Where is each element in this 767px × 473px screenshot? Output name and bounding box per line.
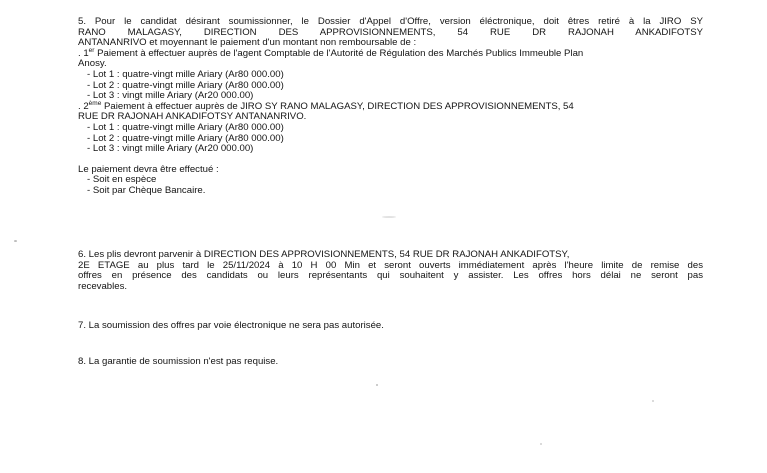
section-7 bbox=[78, 321, 703, 332]
payment-2-lot-2: - Lot 2 : quatre-vingt mille Ariary (Ar80 000.00) bbox=[87, 132, 284, 144]
payment-1-ordinal: er bbox=[88, 46, 95, 54]
payment-2-prefix: . 2 bbox=[78, 100, 89, 112]
payment-1-heading bbox=[78, 46, 703, 60]
payment-2-lot-3: - Lot 3 : vingt mille Ariary (Ar20 000.00) bbox=[87, 143, 254, 155]
section-6-line-2: 2E ETAGE au plus tard le 25/11/2024 à 10 H 00 Min et seront ouverts immédiatement après l'heure limite de remise des bbox=[78, 259, 703, 271]
section-7-text: 7. La soumission des offres par voie électronique ne sera pas autorisée. bbox=[78, 320, 384, 331]
payment-mode-cash: - Soit en espèce bbox=[87, 174, 157, 186]
payment-1-text: Paiement à effectuer auprès de l'agent Comptable de l'Autorité de Régulation des Marchés Publics Immeuble Plan bbox=[94, 47, 584, 59]
payment-2-lot-1: - Lot 1 : quatre-vingt mille Ariary (Ar80 000.00) bbox=[87, 121, 284, 133]
section-8 bbox=[78, 357, 703, 368]
section-6 bbox=[78, 250, 703, 292]
scan-speck bbox=[376, 384, 378, 386]
payment-1-lot-3: - Lot 3 : vingt mille Ariary (Ar20 000.00) bbox=[87, 90, 254, 102]
payment-2-continuation: RUE DR RAJONAH ANKADIFOTSY ANTANANRIVO. bbox=[78, 111, 307, 123]
payment-1-lot-1: - Lot 1 : quatre-vingt mille Ariary (Ar80 000.00) bbox=[87, 68, 284, 80]
section-8-text: 8. La garantie de soumission n'est pas requise. bbox=[78, 356, 279, 367]
section-5-line-3: ANTANANRIVO et moyennant le paiement d'un montant non remboursable de : bbox=[78, 37, 417, 49]
section-5 bbox=[78, 17, 703, 197]
section-6-line-3: offres en présence des candidats ou leurs représentants qui souhaitent y assister. Les offres hors délai ne seront pas bbox=[78, 270, 703, 282]
payment-2-ordinal: ème bbox=[88, 99, 102, 107]
section-6-line-1: 6. Les plis devront parvenir à DIRECTION DES APPROVISIONNEMENTS, 54 RUE DR RAJONAH ANKADIFOTSY, bbox=[78, 249, 570, 260]
scan-speck bbox=[652, 400, 654, 402]
scan-speck bbox=[14, 240, 17, 242]
section-5-line-2: RANO MALAGASY, DIRECTION DES APPROVISIONNEMENTS, 54 RUE DR RAJONAH ANKADIFOTSY bbox=[78, 26, 703, 38]
section-6-line-4: recevables. bbox=[78, 280, 128, 292]
payment-intro: Le paiement devra être effectué : bbox=[78, 163, 219, 175]
payment-2-text: Paiement à effectuer auprès de JIRO SY RANO MALAGASY, DIRECTION DES APPROVISIONNEMENTS, 54 bbox=[101, 100, 574, 112]
section-5-line-1: 5. Pour le candidat désirant soumissionner, le Dossier d'Appel d'Offre, version éléctronique, doit êtres retiré à la JIRO SY bbox=[78, 16, 703, 27]
payment-1-continuation: Anosy. bbox=[78, 58, 107, 70]
payment-mode-cheque: - Soit par Chèque Bancaire. bbox=[87, 184, 206, 196]
scan-speck bbox=[540, 443, 542, 445]
payment-1-prefix: . 1 bbox=[78, 47, 89, 59]
payment-1-lot-2: - Lot 2 : quatre-vingt mille Ariary (Ar80 000.00) bbox=[87, 79, 284, 91]
scan-speck bbox=[382, 216, 396, 218]
